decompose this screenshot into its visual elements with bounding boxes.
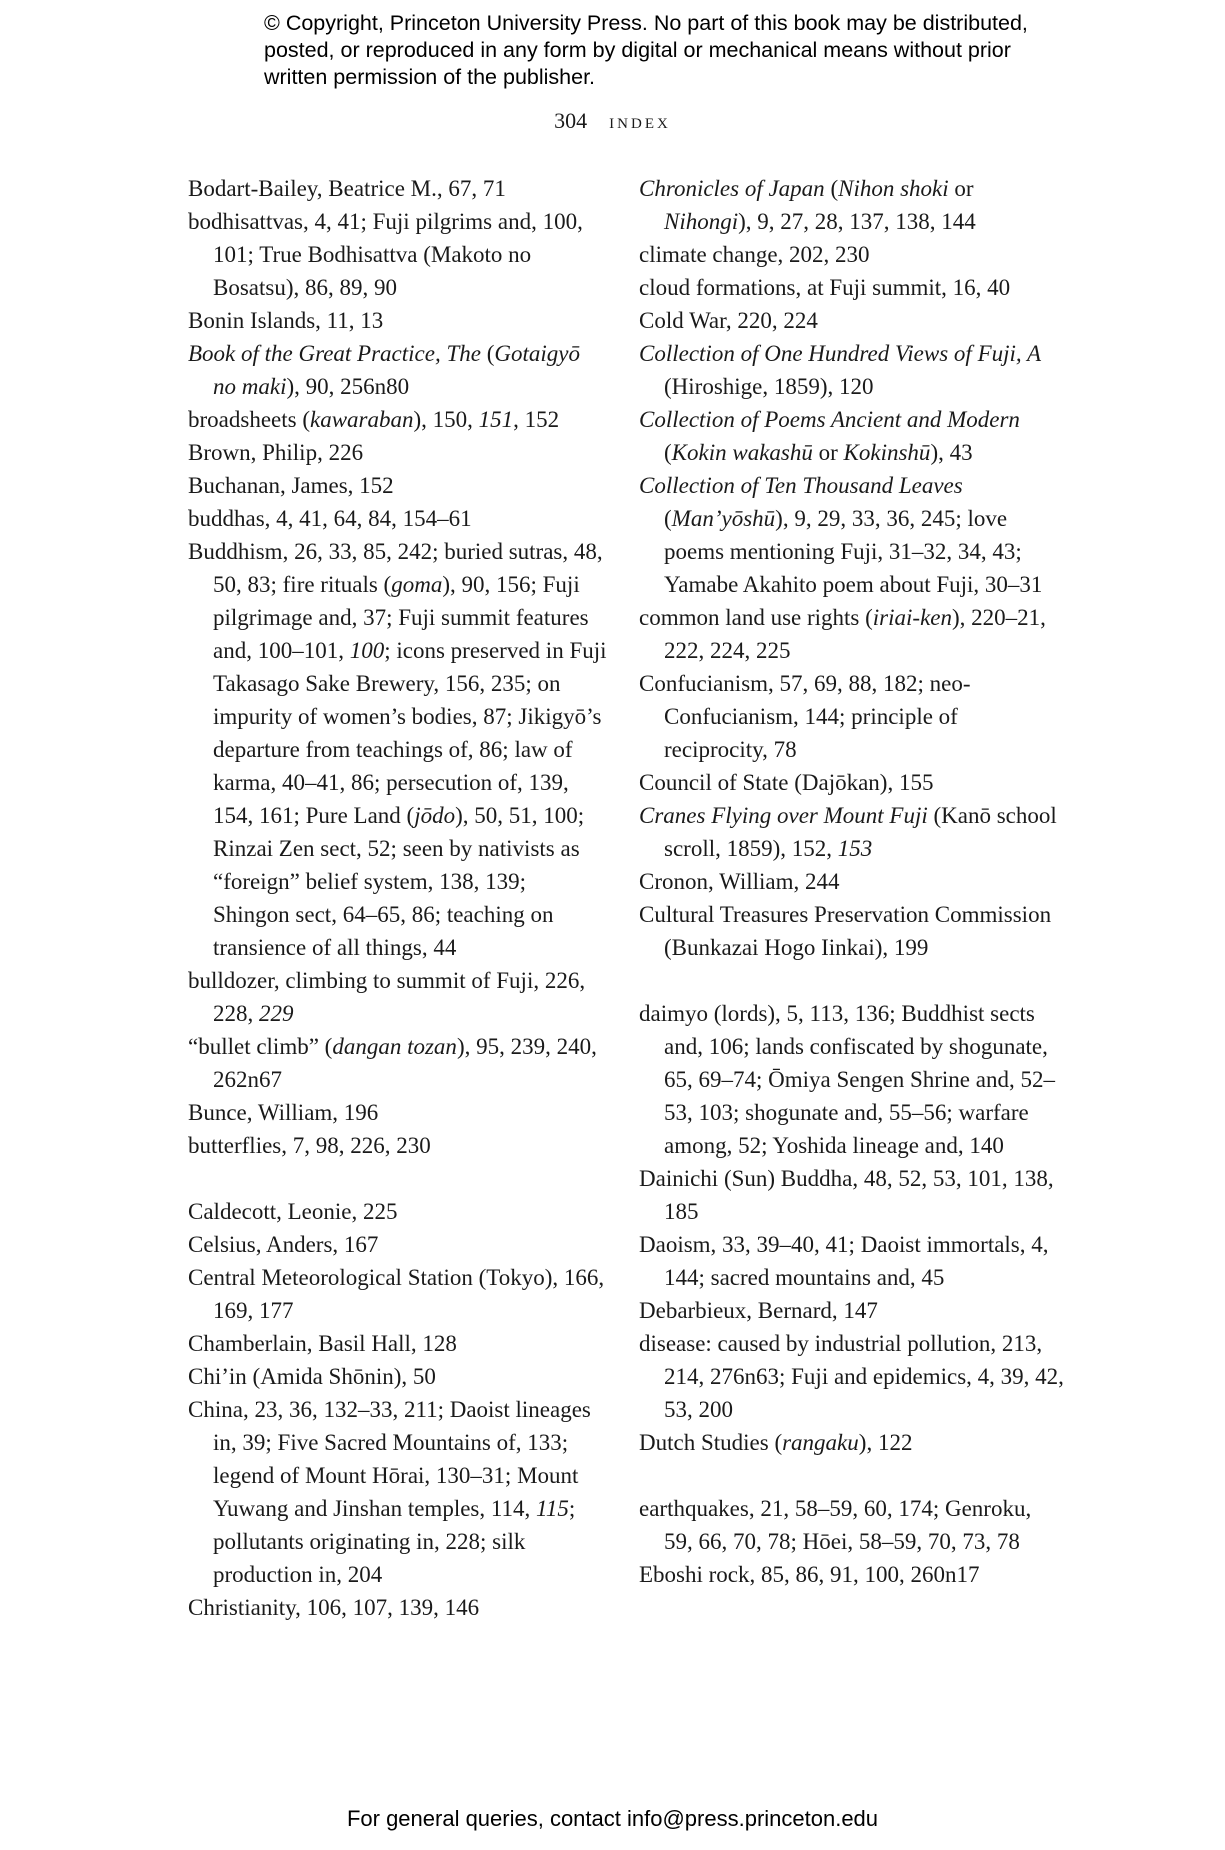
text-run: Confucianism, 57, 69, 88, 182; neo-Confucianism, 144; principle of reciprocity, 78: [639, 671, 971, 762]
text-run: , 152: [513, 407, 560, 432]
index-entry: [639, 1228, 1064, 1294]
text-run: Cold War, 220, 224: [639, 308, 818, 333]
text-run: Cultural Treasures Preservation Commission (Bunkazai Hogo Iinkai), 199: [639, 902, 1052, 960]
italic-run: dangan tozan: [332, 1034, 457, 1059]
italic-run: Collection of One Hundred Views of Fuji, A: [639, 341, 1042, 366]
index-entry: [188, 469, 608, 502]
italic-run: Gotaigyō no maki: [213, 341, 580, 399]
text-run: ; pollutants originating in, 228; silk production in, 204: [213, 1496, 576, 1587]
text-run: Bunce, William, 196: [188, 1100, 379, 1125]
italic-run: 153: [837, 836, 873, 861]
index-entry: [639, 172, 1064, 238]
text-run: ), 90, 156; Fuji pilgrimage and, 37; Fuji summit features and, 100–101,: [213, 572, 589, 663]
index-entry: [639, 469, 1064, 601]
text-run: ), 122: [858, 1430, 913, 1455]
text-run: Chamberlain, Basil Hall, 128: [188, 1331, 457, 1356]
text-run: common land use rights (: [639, 605, 873, 630]
running-head: [0, 108, 1225, 134]
index-entry: [639, 238, 1064, 271]
index-entry: [639, 337, 1064, 403]
index-entry: [188, 535, 608, 964]
text-run: butterflies, 7, 98, 226, 230: [188, 1133, 431, 1158]
text-run: broadsheets (: [188, 407, 310, 432]
text-run: ), 9, 27, 28, 137, 138, 144: [738, 209, 976, 234]
index-entry: [639, 1492, 1064, 1558]
index-entry: [188, 1360, 608, 1393]
index-entry: [188, 1195, 608, 1228]
index-entry: [188, 205, 608, 304]
index-entry: [639, 865, 1064, 898]
index-entry: [639, 1162, 1064, 1228]
footer-contact: For general queries, contact info@press.princeton.edu: [346, 1806, 879, 1831]
italic-run: Cranes Flying over Mount Fuji: [639, 803, 928, 828]
text-run: Dainichi (Sun) Buddha, 48, 52, 53, 101, 138, 185: [639, 1166, 1054, 1224]
group-spacer: [639, 1459, 1064, 1492]
text-run: ), 9, 29, 33, 36, 245; love poems mentioning Fuji, 31–32, 34, 43; Yamabe Akahito poem about Fuji, 30–31: [664, 506, 1043, 597]
index-entry: [188, 502, 608, 535]
index-entry: [639, 1294, 1064, 1327]
index-entry: [188, 1393, 608, 1591]
index-entry: [188, 304, 608, 337]
italic-run: 151: [478, 407, 514, 432]
index-entry: [188, 1129, 608, 1162]
text-run: (: [480, 341, 495, 366]
index-entry: [639, 1426, 1064, 1459]
index-entry: [188, 403, 608, 436]
text-run: ), 220–21, 222, 224, 225: [664, 605, 1046, 663]
index-entry: [639, 304, 1064, 337]
index-entry: [188, 1327, 608, 1360]
text-run: Debarbieux, Bernard, 147: [639, 1298, 878, 1323]
group-spacer: [188, 1162, 608, 1195]
text-run: or: [948, 176, 974, 201]
italic-run: jōdo: [414, 803, 456, 828]
text-run: (: [664, 506, 672, 531]
text-run: bulldozer, climbing to summit of Fuji, 226, 228,: [188, 968, 586, 1026]
index-column-left: [188, 172, 608, 1624]
text-run: Brown, Philip, 226: [188, 440, 364, 465]
text-run: Bodart-Bailey, Beatrice M., 67, 71: [188, 176, 506, 201]
index-entry: [188, 337, 608, 403]
text-run: China, 23, 36, 132–33, 211; Daoist lineages in, 39; Five Sacred Mountains of, 133; legend of Mount Hōrai, 130–31; Mount Yuwang and Jinshan temples, 114,: [188, 1397, 591, 1521]
index-entry: [639, 403, 1064, 469]
text-run: or: [812, 440, 844, 465]
italic-run: rangaku: [782, 1430, 859, 1455]
index-entry: [639, 1558, 1064, 1591]
index-entry: [639, 1327, 1064, 1426]
text-run: Bonin Islands, 11, 13: [188, 308, 384, 333]
index-entry: [188, 172, 608, 205]
text-run: Christianity, 106, 107, 139, 146: [188, 1595, 480, 1620]
text-run: daimyo (lords), 5, 113, 136; Buddhist sects and, 106; lands confiscated by shogunate, 65, 69–74; Ōmiya Sengen Shrine and, 52–53, 103; shogunate and, 55–56; warfare among, 52; Yoshida lineage and, 140: [639, 1001, 1055, 1158]
text-run: cloud formations, at Fuji summit, 16, 40: [639, 275, 1011, 300]
italic-run: 115: [536, 1496, 569, 1521]
text-run: earthquakes, 21, 58–59, 60, 174; Genroku, 59, 66, 70, 78; Hōei, 58–59, 70, 73, 78: [639, 1496, 1032, 1554]
text-run: Buchanan, James, 152: [188, 473, 394, 498]
italic-run: Chronicles of Japan: [639, 176, 825, 201]
page-number: 304: [554, 108, 588, 133]
index-entry: [639, 997, 1064, 1162]
italic-run: Book of the Great Practice, The: [188, 341, 481, 366]
italic-run: Kokinshū: [843, 440, 931, 465]
index-entry: [639, 898, 1064, 964]
text-run: climate change, 202, 230: [639, 242, 870, 267]
text-run: Council of State (Dajōkan), 155: [639, 770, 934, 795]
running-head-title: index: [609, 109, 671, 133]
italic-run: 100: [349, 638, 385, 663]
italic-run: Man’yōshū: [671, 506, 776, 531]
italic-run: Nihongi: [664, 209, 739, 234]
text-run: Cronon, William, 244: [639, 869, 840, 894]
index-entry: [639, 766, 1064, 799]
text-run: Daoism, 33, 39–40, 41; Daoist immortals, 4, 144; sacred mountains and, 45: [639, 1232, 1049, 1290]
italic-run: goma: [391, 572, 443, 597]
text-run: Chi’in (Amida Shōnin), 50: [188, 1364, 436, 1389]
copyright-notice: © Copyright, Princeton University Press. No part of this book may be distributed, posted, or reproduced in any form by digital or mechanical means without prior written permission of the publisher.: [264, 11, 1028, 89]
text-run: (: [824, 176, 839, 201]
text-run: ), 43: [930, 440, 973, 465]
index-entry: [188, 1228, 608, 1261]
text-run: ), 50, 51, 100; Rinzai Zen sect, 52; seen by nativists as “foreign” belief system, 138, 139; Shingon sect, 64–65, 86; teaching on transience of all things, 44: [213, 803, 585, 960]
text-run: buddhas, 4, 41, 64, 84, 154–61: [188, 506, 472, 531]
text-run: ), 95, 239, 240, 262n67: [213, 1034, 597, 1092]
text-run: Caldecott, Leonie, 225: [188, 1199, 398, 1224]
italic-run: 229: [259, 1001, 294, 1026]
index-entry: [188, 964, 608, 1030]
text-run: ; icons preserved in Fuji Takasago Sake Brewery, 156, 235; on impurity of women’s bodies, 87; Jikigyō’s departure from teachings of, 86; law of karma, 40–41, 86; persecution of, 139, 154, 161; Pure Land (: [213, 638, 607, 828]
text-run: (: [664, 440, 672, 465]
index-entry: [188, 436, 608, 469]
italic-run: Collection of Poems Ancient and Modern: [639, 407, 1020, 432]
group-spacer: [639, 964, 1064, 997]
text-run: Central Meteorological Station (Tokyo), 166, 169, 177: [188, 1265, 605, 1323]
text-run: (Hiroshige, 1859), 120: [664, 374, 874, 399]
index-entry: [639, 799, 1064, 865]
index-entry: [188, 1096, 608, 1129]
text-run: (Kanō school scroll, 1859), 152,: [664, 803, 1057, 861]
text-run: Dutch Studies (: [639, 1430, 783, 1455]
text-run: disease: caused by industrial pollution, 213, 214, 276n63; Fuji and epidemics, 4, 39, 42, 53, 200: [639, 1331, 1064, 1422]
index-entry: [188, 1261, 608, 1327]
text-run: Celsius, Anders, 167: [188, 1232, 379, 1257]
index-entry: [639, 601, 1064, 667]
text-run: ), 90, 256n80: [286, 374, 410, 399]
italic-run: Nihon shoki: [838, 176, 949, 201]
text-run: “bullet climb” (: [188, 1034, 333, 1059]
index-column-right: [639, 172, 1064, 1591]
index-entry: [639, 271, 1064, 304]
text-run: Buddhism, 26, 33, 85, 242; buried sutras, 48, 50, 83; fire rituals (: [188, 539, 603, 597]
italic-run: Collection of Ten Thousand Leaves: [639, 473, 963, 498]
index-entry: [639, 667, 1064, 766]
italic-run: Kokin wakashū: [671, 440, 813, 465]
text-run: Eboshi rock, 85, 86, 91, 100, 260n17: [639, 1562, 980, 1587]
italic-run: kawaraban: [310, 407, 414, 432]
italic-run: iriai-ken: [872, 605, 952, 630]
index-entry: [188, 1591, 608, 1624]
index-entry: [188, 1030, 608, 1096]
text-run: ), 150,: [413, 407, 479, 432]
text-run: bodhisattvas, 4, 41; Fuji pilgrims and, 100, 101; True Bodhisattva (Makoto no Bosatsu), 86, 89, 90: [188, 209, 583, 300]
